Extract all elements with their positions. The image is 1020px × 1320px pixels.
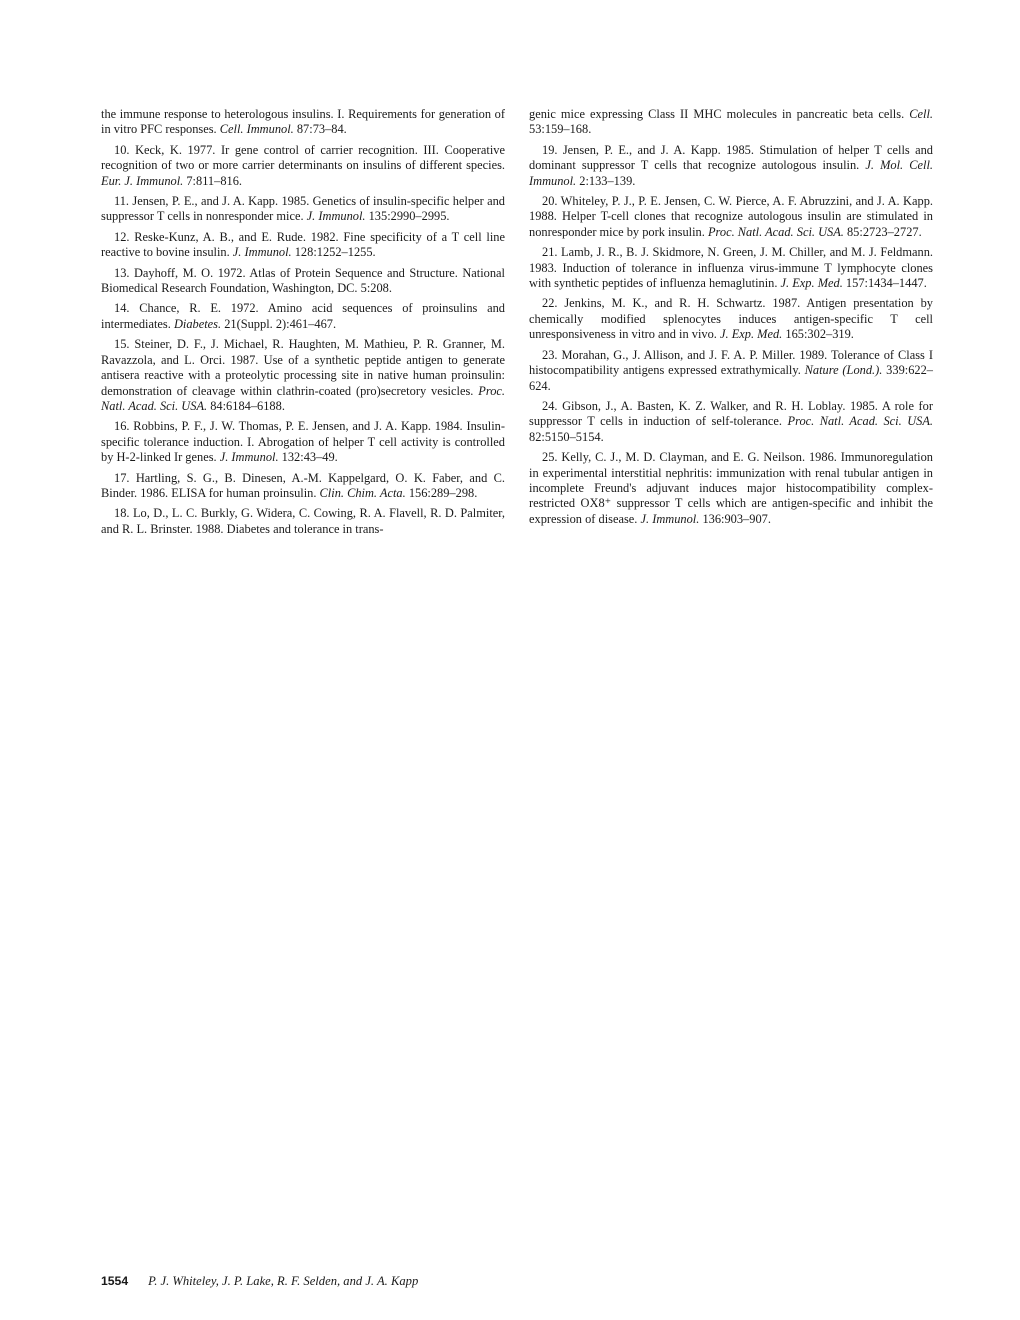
- reference-citation: 339:622–624.: [529, 363, 933, 393]
- reference-entry: [529, 450, 933, 527]
- reference-text: 14. Chance, R. E. 1972. Amino acid sequences of proinsulins and intermediates.: [101, 301, 505, 331]
- reference-citation: 128:1252–1255.: [291, 245, 376, 260]
- reference-text: 15. Steiner, D. F., J. Michael, R. Haughten, M. Mathieu, P. R. Granner, M. Ravazzola, and L. Orci. 1987. Use of a synthetic peptide antigen to generate antisera reactive with a proteolytic processing site in native human proinsulin: demonstration of cleavage within clathrin-coated (pro)secretory vesicles.: [101, 337, 505, 398]
- reference-citation: 157:1434–1447.: [842, 276, 927, 291]
- reference-entry: [529, 194, 933, 240]
- reference-entry: [101, 266, 505, 297]
- reference-entry: [529, 399, 933, 445]
- reference-text: 20. Whiteley, P. J., P. E. Jensen, C. W. Pierce, A. F. Abruzzini, and J. A. Kapp. 1988. Helper T-cell clones that recognize autologous insulin are stimulated in nonresponder mice by pork insulin.: [529, 194, 933, 239]
- reference-entry: [529, 348, 933, 394]
- reference-text: 17. Hartling, S. G., B. Dinesen, A.-M. Kappelgard, O. K. Faber, and C. Binder. 1986. ELISA for human proinsulin.: [101, 470, 505, 500]
- reference-text: 25. Kelly, C. J., M. D. Clayman, and E. G. Neilson. 1986. Immunoregulation in experimental interstitial nephritis: immunization with renal tubular antigen in incomplete Freund's adjuvant induces major histocompatibility complex-restricted OX8⁺ suppressor T cells which are antigen-specific and inhibit the expression of disease.: [529, 450, 933, 526]
- reference-entry: [101, 107, 505, 138]
- reference-text: 21. Lamb, J. R., B. J. Skidmore, N. Green, J. M. Chiller, and M. J. Feldmann. 1983. Induction of tolerance in influenza virus-immune T lymphocyte clones with synthetic peptides of influenza hemaglutinin.: [529, 245, 933, 291]
- reference-entry: [529, 245, 933, 291]
- reference-citation: 82:5150–5154.: [529, 429, 604, 444]
- reference-citation: 165:302–319.: [782, 327, 854, 342]
- reference-text: 10. Keck, K. 1977. Ir gene control of carrier recognition. III. Cooperative recognition of two or more carrier determinants on insulins of different species.: [101, 142, 505, 173]
- reference-text: 23. Morahan, G., J. Allison, and J. F. A. P. Miller. 1989. Tolerance of Class I histocompatibility antigens expressed extrathymically.: [529, 347, 933, 378]
- reference-citation: 7:811–816.: [183, 173, 243, 188]
- reference-entry: [101, 471, 505, 502]
- reference-entry: [101, 419, 505, 465]
- reference-citation: 87:73–84.: [293, 122, 347, 137]
- reference-journal: J. Immunol.: [640, 511, 700, 526]
- reference-journal: J. Mol. Cell. Immunol.: [529, 158, 933, 188]
- page-number: 1554: [101, 1274, 129, 1288]
- reference-text: 19. Jensen, P. E., and J. A. Kapp. 1985. Stimulation of helper T cells and dominant suppressor T cells that recognize autologous insulin.: [529, 142, 933, 173]
- reference-journal: J. Exp. Med.: [780, 276, 843, 291]
- reference-text: 22. Jenkins, M. K., and R. H. Schwartz. 1987. Antigen presentation by chemically modified splenocytes induces antigen-specific T cell unresponsiveness in vitro and in vivo.: [529, 296, 933, 342]
- reference-journal: Cell. Immunol.: [219, 122, 294, 137]
- reference-entry: [529, 107, 933, 138]
- reference-entry: [101, 506, 505, 537]
- reference-text: 11. Jensen, P. E., and J. A. Kapp. 1985. Genetics of insulin-specific helper and suppressor T cells in nonresponder mice.: [101, 194, 505, 224]
- reference-entry: [101, 230, 505, 261]
- reference-journal: Proc. Natl. Acad. Sci. USA.: [101, 383, 505, 413]
- reference-citation: 136:903–907.: [699, 511, 771, 526]
- reference-entry: [101, 301, 505, 332]
- reference-entry: [101, 194, 505, 225]
- reference-citation: 132:43–49.: [278, 450, 338, 465]
- reference-text: genic mice expressing Class II MHC molecules in pancreatic beta cells.: [529, 107, 910, 121]
- reference-journal: Eur. J. Immunol.: [101, 173, 184, 188]
- reference-journal: J. Immunol.: [306, 209, 366, 224]
- reference-text: the immune response to heterologous insulins. I. Requirements for generation of in vitro PFC responses.: [101, 107, 505, 137]
- reference-citation: 2:133–139.: [576, 173, 636, 188]
- reference-journal: J. Immunol.: [219, 450, 279, 465]
- reference-text: 12. Reske-Kunz, A. B., and E. Rude. 1982. Fine specificity of a T cell line reactive to bovine insulin.: [101, 229, 505, 260]
- reference-text: 18. Lo, D., L. C. Burkly, G. Widera, C. Cowing, R. A. Flavell, R. D. Palmiter, and R. L. Brinster. 1988. Diabetes and tolerance in trans-: [101, 506, 505, 536]
- reference-entry: [101, 143, 505, 189]
- reference-text: 24. Gibson, J., A. Basten, K. Z. Walker, and R. H. Loblay. 1985. A role for suppressor T cells in induction of self-tolerance.: [529, 398, 933, 429]
- reference-journal: Proc. Natl. Acad. Sci. USA.: [787, 414, 934, 429]
- reference-journal: J. Exp. Med.: [720, 327, 783, 342]
- reference-column-right: [529, 107, 933, 532]
- reference-journal: Proc. Natl. Acad. Sci. USA.: [707, 224, 844, 239]
- reference-citation: 84:6184–6188.: [207, 398, 285, 413]
- reference-journal: Diabetes.: [173, 316, 222, 331]
- reference-citation: 156:289–298.: [405, 485, 478, 500]
- reference-citation: 85:2723–2727.: [843, 224, 922, 239]
- reference-citation: 21(Suppl. 2):461–467.: [221, 316, 337, 331]
- reference-text: 13. Dayhoff, M. O. 1972. Atlas of Protein Sequence and Structure. National Biomedical Research Foundation, Washington, DC. 5:208.: [101, 265, 505, 296]
- reference-citation: 135:2990–2995.: [365, 209, 450, 224]
- reference-text: 16. Robbins, P. F., J. W. Thomas, P. E. Jensen, and J. A. Kapp. 1984. Insulin-specific tolerance induction. I. Abrogation of helper T cell activity is controlled by H-2-linked Ir genes.: [101, 419, 505, 465]
- reference-journal: Clin. Chim. Acta.: [319, 485, 406, 500]
- reference-journal: J. Immunol.: [232, 245, 292, 260]
- page-footer: [101, 1274, 418, 1289]
- reference-entry: [529, 143, 933, 189]
- reference-journal: Nature (Lond.).: [804, 363, 883, 378]
- reference-entry: [529, 296, 933, 342]
- running-authors: P. J. Whiteley, J. P. Lake, R. F. Selden, and J. A. Kapp: [148, 1274, 419, 1288]
- reference-entry: [101, 337, 505, 414]
- reference-journal: Cell.: [909, 107, 933, 121]
- reference-citation: 53:159–168.: [529, 122, 592, 137]
- reference-column-left: [101, 107, 505, 542]
